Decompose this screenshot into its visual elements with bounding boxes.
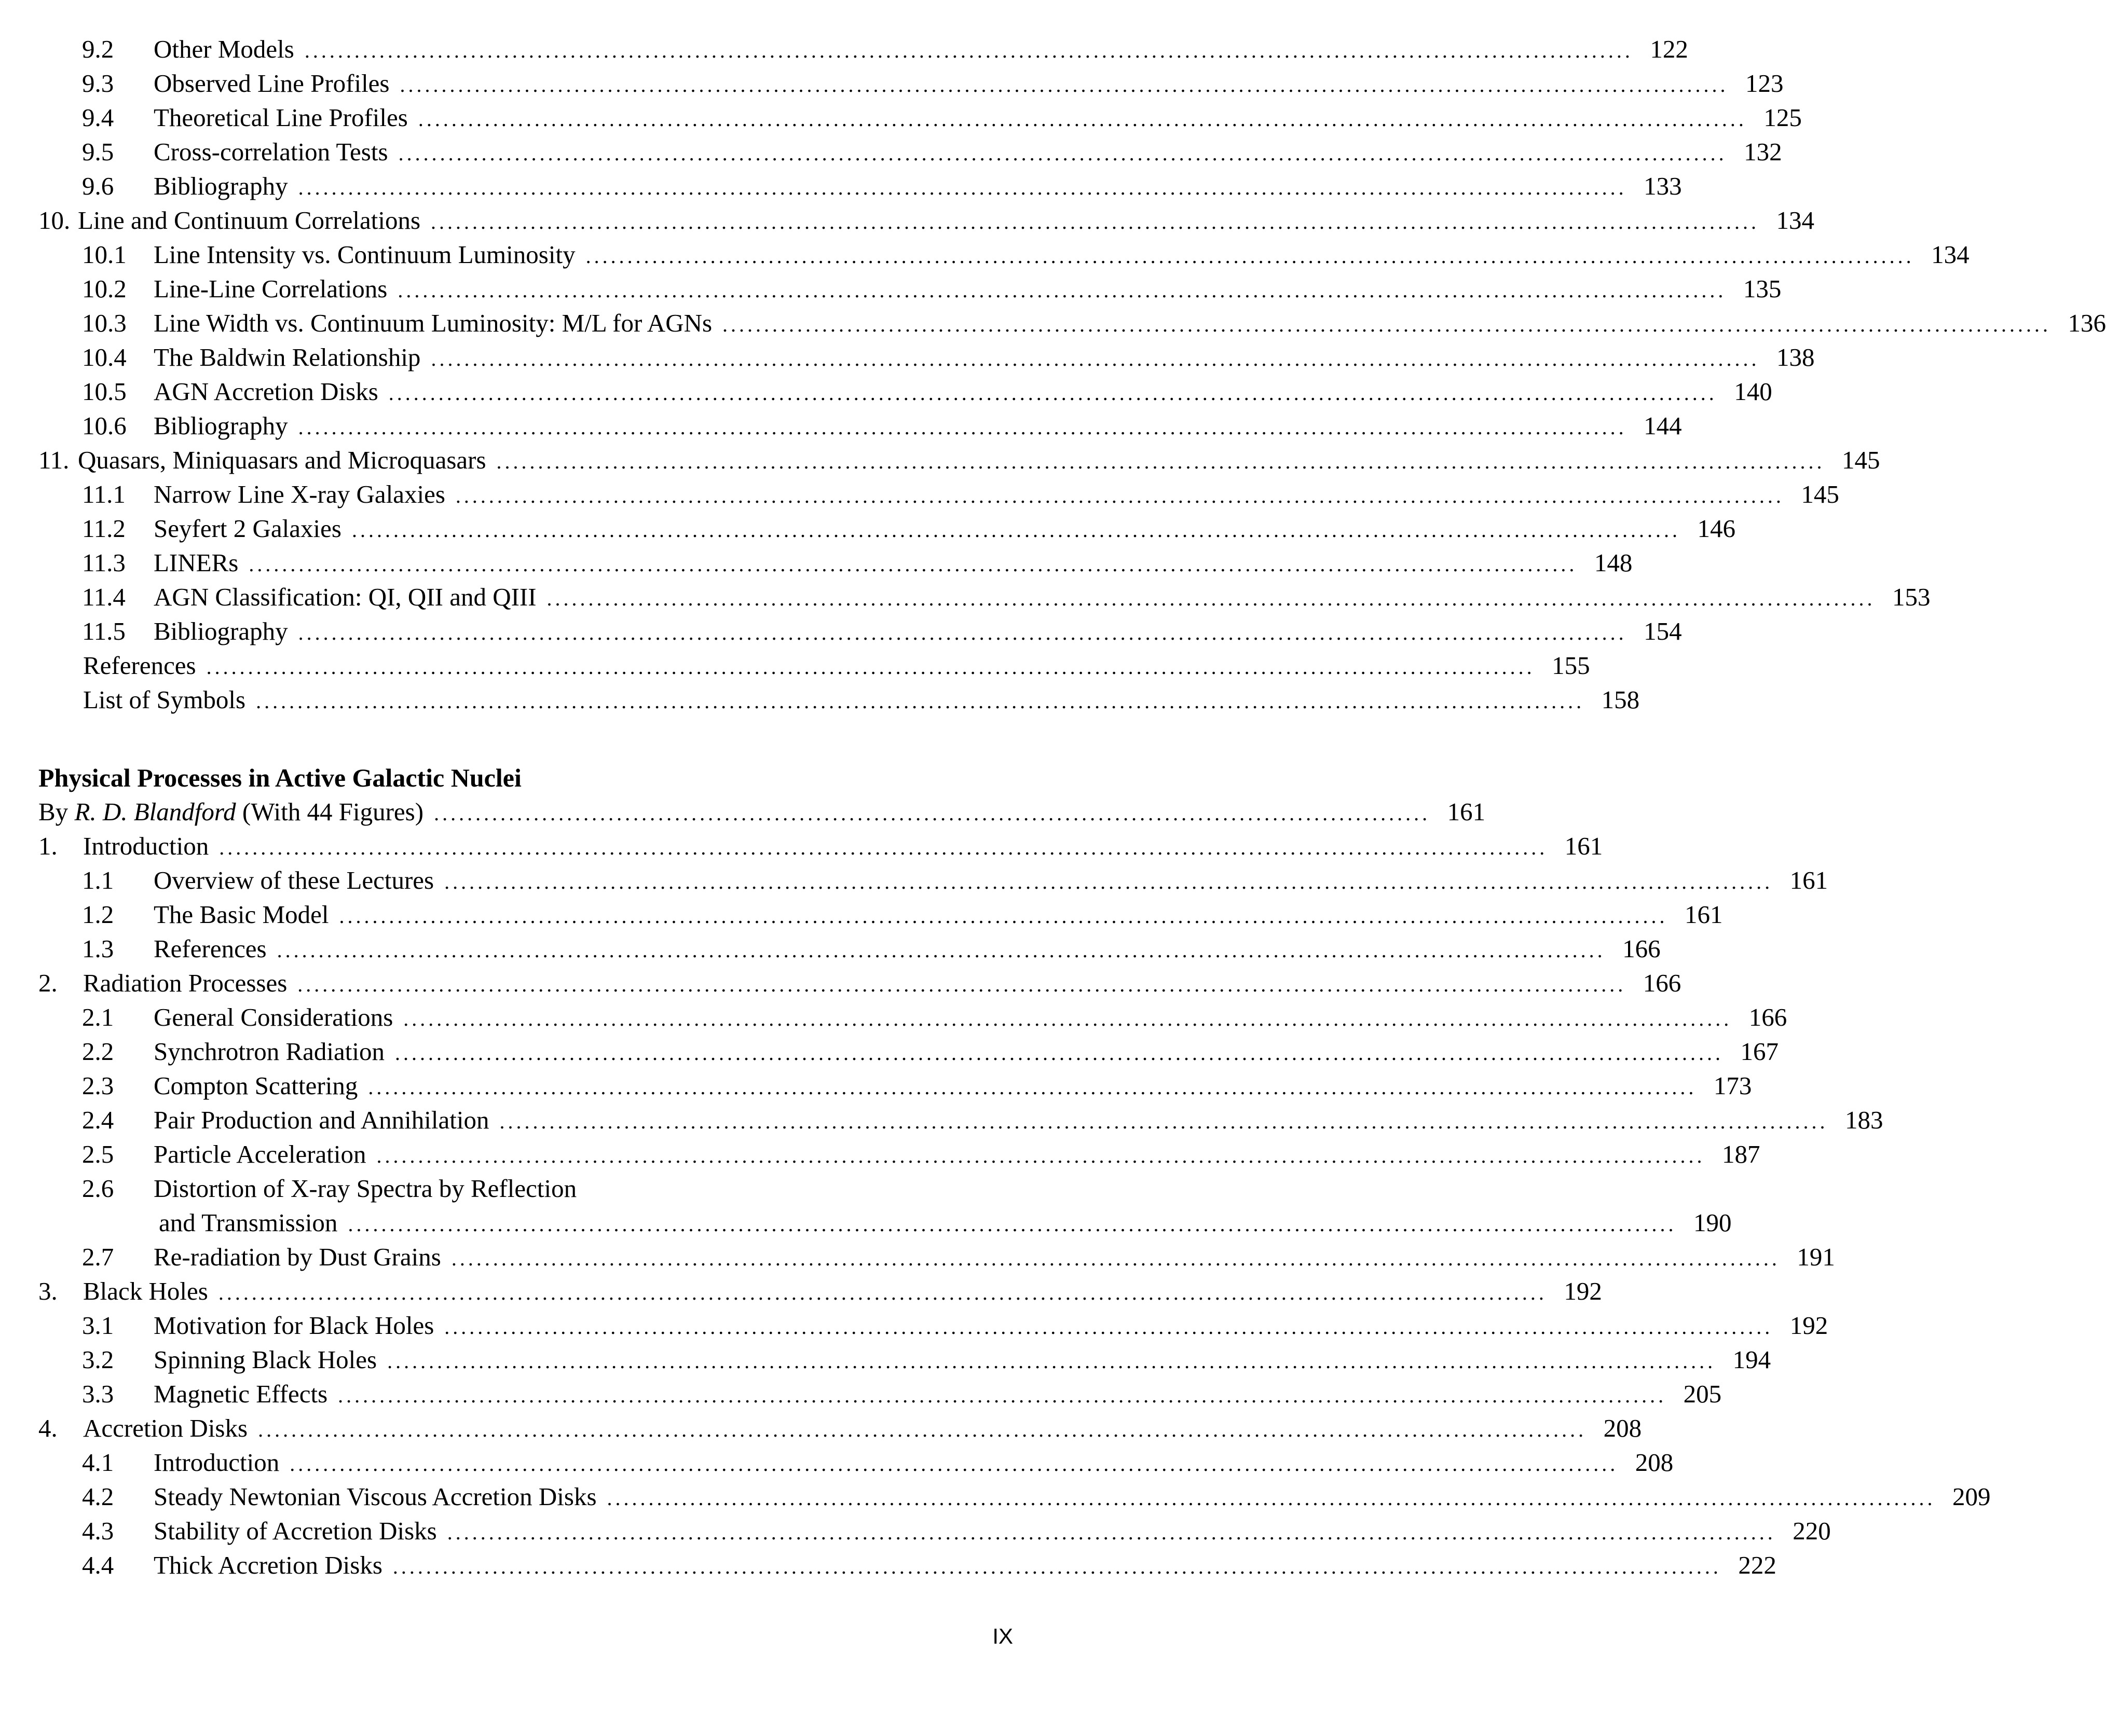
toc-entry (0, 66, 1784, 101)
toc-entry-number: 11.5 (82, 617, 126, 645)
toc-entry-title: Radiation Processes (83, 969, 288, 997)
toc-entry-number: 10.2 (82, 274, 127, 303)
article-title: Physical Processes in Active Galactic Nuclei (38, 763, 522, 792)
toc-entry-number: 9.4 (82, 103, 114, 132)
toc-entry-page: 194 (1732, 1345, 1771, 1374)
toc-entry-page: 173 (1713, 1071, 1752, 1100)
toc-entry (0, 1548, 1776, 1582)
toc-entry-title: Pair Production and Annihilation (154, 1106, 489, 1134)
toc-entry-title: Black Holes (83, 1277, 208, 1305)
toc-entry-page: 134 (1931, 240, 1970, 269)
article-byline (38, 795, 1486, 829)
toc-entry (0, 1137, 1760, 1172)
toc-entry-page: 192 (1564, 1277, 1602, 1305)
toc-entry (0, 1000, 1787, 1035)
dot-leader: ................................................................................................................................................................ (338, 1384, 1667, 1407)
toc-entry-number: 11.2 (82, 514, 126, 543)
dot-leader: ................................................................................................................................................................ (585, 244, 1914, 268)
toc-entry-page: 161 (1684, 900, 1723, 929)
toc-entry-number: 9.6 (82, 172, 114, 200)
toc-entry (0, 32, 1688, 66)
toc-entry (0, 477, 1839, 512)
toc-entry-number: 10.6 (82, 411, 127, 440)
dot-leader: ................................................................................................................................................................ (277, 939, 1606, 962)
toc-entry (0, 512, 1735, 546)
toc-entry-title: References (83, 651, 196, 680)
dot-leader: ................................................................................................................................................................ (444, 1315, 1773, 1339)
dot-leader: ................................................................................................................................................................ (298, 416, 1627, 439)
dot-leader: ................................................................................................................................................................ (431, 210, 1760, 233)
toc-entry (0, 829, 1603, 863)
toc-entry-page: 208 (1603, 1414, 1642, 1442)
toc-entry-title: The Basic Model (154, 900, 329, 929)
toc-entry-page: 222 (1738, 1551, 1776, 1579)
toc-entry-title: Seyfert 2 Galaxies (154, 514, 341, 543)
toc-entry-number: 2.6 (82, 1174, 114, 1203)
dot-leader: ................................................................................................................................................................ (546, 587, 1876, 610)
toc-entry-title: Narrow Line X-ray Galaxies (154, 480, 445, 508)
toc-entry (0, 1035, 1779, 1069)
toc-entry (0, 649, 1590, 683)
toc-entry-title: Line Width vs. Continuum Luminosity: M/L for AGNs (154, 309, 713, 337)
page-folio: IX (992, 1624, 1013, 1648)
toc-entry-title: Line-Line Correlations (154, 274, 388, 303)
toc-entry (0, 1377, 1722, 1411)
dot-leader: ................................................................................................................................................................ (298, 621, 1627, 644)
toc-entry-number: 4.4 (82, 1551, 114, 1579)
byline-text (38, 795, 423, 829)
toc-entry (0, 932, 1661, 966)
toc-entry (0, 340, 1815, 375)
toc-entry-title: Motivation for Black Holes (154, 1311, 434, 1340)
toc-entry (0, 614, 1682, 649)
toc-entry-number: 2.5 (82, 1140, 114, 1168)
toc-entry-page: 132 (1744, 137, 1782, 166)
toc-entry-title: Observed Line Profiles (154, 69, 390, 98)
toc-entry-number: 2.7 (82, 1243, 114, 1271)
toc-entry-title: Line Intensity vs. Continuum Luminosity (154, 240, 576, 269)
toc-entry-number: 10.1 (82, 240, 127, 269)
toc-entry-number: 11. (38, 446, 70, 474)
toc-entry-page: 192 (1789, 1311, 1828, 1340)
toc-entry-page: 134 (1776, 206, 1815, 235)
toc-entry-title: Introduction (154, 1448, 280, 1477)
toc-entry-page: 154 (1644, 617, 1682, 645)
toc-entry-number: 11.3 (82, 548, 126, 577)
toc-entry-page: 158 (1601, 685, 1640, 714)
dot-leader: ................................................................................................................................................................ (722, 313, 2052, 336)
toc-entry (0, 898, 1723, 932)
dot-leader: ................................................................................................................................................................ (418, 107, 1747, 131)
byline-suffix: (With 44 Figures) (242, 797, 424, 826)
toc-entry-number: 10.5 (82, 377, 127, 406)
toc-entry (0, 135, 1782, 169)
dot-leader: ................................................................................................................................................................ (387, 1349, 1716, 1373)
toc-entry-number: 4.3 (82, 1517, 114, 1545)
toc-entry-page: 191 (1797, 1243, 1835, 1271)
toc-entry (0, 1445, 1674, 1480)
toc-entry (0, 169, 1682, 203)
toc-entry-page: 187 (1722, 1140, 1760, 1168)
dot-leader: ................................................................................................................................................................ (304, 39, 1633, 62)
toc-entry-title: Other Models (154, 35, 294, 63)
toc-entry (0, 1206, 1732, 1240)
toc-entry (0, 863, 1828, 898)
toc-entry (0, 1480, 1991, 1514)
toc-entry (0, 101, 1802, 135)
dot-leader: ................................................................................................................................................................ (398, 279, 1727, 302)
toc-entry-page: 140 (1734, 377, 1772, 406)
toc-entry-number: 3.1 (82, 1311, 114, 1340)
dot-leader: ................................................................................................................................................................ (218, 1281, 1547, 1304)
toc-entry (0, 1103, 1883, 1137)
article-page-number: 161 (1447, 797, 1486, 826)
dot-leader: ........................................................................................................................ (434, 802, 1431, 825)
toc-entry (0, 1069, 1752, 1103)
toc-entry-number: 2.3 (82, 1071, 114, 1100)
dot-leader: ................................................................................................................................................................ (376, 1144, 1705, 1167)
toc-entry (0, 375, 1772, 409)
toc-entry-title: Overview of these Lectures (154, 866, 434, 894)
toc-entry-title: Thick Accretion Disks (154, 1551, 382, 1579)
dot-leader: ................................................................................................................................................................ (297, 973, 1626, 996)
toc-entry (0, 546, 1633, 580)
toc-entry-title: Compton Scattering (154, 1071, 358, 1100)
toc-entry-page: 155 (1552, 651, 1590, 680)
toc-entry-title: and Transmission (159, 1208, 338, 1237)
toc-entry-number: 9.3 (82, 69, 114, 98)
toc-entry-page: 205 (1683, 1380, 1722, 1408)
toc-entry-number: 1.1 (82, 866, 114, 894)
toc-entry-number: 10.3 (82, 309, 127, 337)
dot-leader: ................................................................................................................................................................ (348, 1213, 1677, 1236)
dot-leader: ................................................................................................................................................................ (249, 553, 1578, 576)
toc-entry-page: 145 (1842, 446, 1880, 474)
toc-entry-title: AGN Classification: QI, QII and QIII (154, 583, 537, 611)
toc-entry-number: 11.4 (82, 583, 126, 611)
dot-leader: ................................................................................................................................................................ (398, 142, 1727, 165)
toc-entry-page: 166 (1748, 1003, 1787, 1031)
toc-entry-title: Spinning Black Holes (154, 1345, 377, 1374)
toc-entry-title: Stability of Accretion Disks (154, 1517, 437, 1545)
toc-entry (0, 1343, 1771, 1377)
dot-leader: ................................................................................................................................................................ (403, 1007, 1732, 1030)
toc-entry-title: General Considerations (154, 1003, 393, 1031)
toc-entry-number: 10. (38, 206, 71, 235)
toc-entry-number: 4.1 (82, 1448, 114, 1477)
toc-entry (0, 1274, 1602, 1308)
toc-entry-page: 123 (1745, 69, 1784, 98)
toc-entry-number: 9.5 (82, 137, 114, 166)
dot-leader: ................................................................................................................................................................ (206, 655, 1535, 679)
toc-entry (0, 683, 1640, 717)
toc-entry-number: 2.1 (82, 1003, 114, 1031)
toc-entry-number: 4.2 (82, 1482, 114, 1511)
toc-entry-page: 148 (1594, 548, 1633, 577)
dot-leader: ................................................................................................................................................................ (447, 1521, 1776, 1544)
dot-leader: ................................................................................................................................................................ (400, 73, 1729, 97)
toc-entry (0, 580, 1931, 614)
toc-entry-number: 11.1 (82, 480, 126, 508)
toc-entry-title: Introduction (83, 832, 209, 860)
toc-entry (0, 1411, 1642, 1445)
dot-leader: ................................................................................................................................................................ (496, 450, 1825, 473)
toc-entry-page: 144 (1644, 411, 1682, 440)
toc-entry-title: Bibliography (154, 411, 288, 440)
toc-entry-title: Steady Newtonian Viscous Accretion Disks (154, 1482, 597, 1511)
dot-leader: ................................................................................................................................................................ (219, 836, 1548, 859)
toc-entry-page: 220 (1793, 1517, 1831, 1545)
toc-entry (0, 409, 1682, 443)
dot-leader: ................................................................................................................................................................ (258, 1418, 1587, 1441)
toc-entry-title: Bibliography (154, 617, 288, 645)
dot-leader: ................................................................................................................................................................ (290, 1452, 1619, 1476)
toc-entry-title: AGN Accretion Disks (154, 377, 378, 406)
toc-entry (0, 1240, 1835, 1274)
toc-entry-number: 1.2 (82, 900, 114, 929)
toc-entry-title: Quasars, Miniquasars and Microquasars (78, 446, 486, 474)
toc-entry-page: 135 (1743, 274, 1782, 303)
toc-entry-number: 9.2 (82, 35, 114, 63)
toc-entry-page: 209 (1952, 1482, 1991, 1511)
toc-entry-title: The Baldwin Relationship (154, 343, 421, 371)
dot-leader: ................................................................................................................................................................ (444, 870, 1773, 893)
dot-leader: ................................................................................................................................................................ (395, 1041, 1724, 1065)
toc-entry-page: 208 (1635, 1448, 1674, 1477)
toc-entry-number: 3. (38, 1277, 58, 1305)
dot-leader: ................................................................................................................................................................ (392, 1555, 1721, 1578)
toc-entry (0, 238, 1970, 272)
toc-entry-page: 161 (1564, 832, 1603, 860)
toc-entry-page: 136 (2068, 309, 2106, 337)
toc-entry-number: 2.4 (82, 1106, 114, 1134)
toc-entry (0, 443, 1880, 477)
toc-entry-title: Accretion Disks (83, 1414, 248, 1442)
toc-entry-title: Theoretical Line Profiles (154, 103, 408, 132)
toc-entry-page: 146 (1697, 514, 1735, 543)
toc-entry (0, 1172, 1014, 1206)
toc-entry (0, 203, 1815, 238)
toc-entry-page: 125 (1763, 103, 1802, 132)
toc-entry (0, 1514, 1831, 1548)
toc-entry-number: 1. (38, 832, 58, 860)
toc-entry-page: 122 (1650, 35, 1688, 63)
toc-entry-title: Bibliography (154, 172, 288, 200)
author-name: R. D. Blandford (74, 797, 236, 826)
dot-leader: ................................................................................................................................................................ (368, 1076, 1697, 1099)
toc-entry-page: 167 (1740, 1037, 1779, 1066)
toc-entry-page: 166 (1622, 934, 1661, 963)
toc-entry-page: 153 (1892, 583, 1931, 611)
toc-entry-title: References (154, 934, 267, 963)
toc-entry (0, 272, 1782, 306)
toc-entry-page: 138 (1776, 343, 1815, 371)
dot-leader: ................................................................................................................................................................ (351, 518, 1680, 542)
toc-entry-number: 2.2 (82, 1037, 114, 1066)
dot-leader: ................................................................................................................................................................ (431, 347, 1760, 370)
toc-entry-page: 183 (1844, 1106, 1883, 1134)
dot-leader: ................................................................................................................................................................ (499, 1110, 1828, 1133)
dot-leader: ................................................................................................................................................................ (607, 1486, 1936, 1510)
toc-entry-page: 161 (1789, 866, 1828, 894)
dot-leader: ................................................................................................................................................................ (455, 484, 1784, 507)
dot-leader: ................................................................................................................................................................ (298, 176, 1627, 199)
toc-entry-number: 10.4 (82, 343, 127, 371)
toc-entry (0, 1308, 1828, 1343)
toc-entry-title: Cross-correlation Tests (154, 137, 388, 166)
toc-entry-title: Line and Continuum Correlations (78, 206, 421, 235)
toc-entry-title: Particle Acceleration (154, 1140, 366, 1168)
toc-entry-number: 1.3 (82, 934, 114, 963)
toc-entry-number: 3.2 (82, 1345, 114, 1374)
toc-entry (0, 306, 2106, 340)
toc-entry-title: List of Symbols (83, 685, 246, 714)
dot-leader: ................................................................................................................................................................ (256, 690, 1585, 713)
toc-entry-title: Re-radiation by Dust Grains (154, 1243, 441, 1271)
toc-entry-page: 190 (1693, 1208, 1732, 1237)
toc-entry (0, 966, 1681, 1000)
dot-leader: ................................................................................................................................................................ (388, 381, 1717, 405)
toc-entry-page: 166 (1643, 969, 1681, 997)
toc-entry-title: Magnetic Effects (154, 1380, 328, 1408)
toc-entry-number: 3.3 (82, 1380, 114, 1408)
toc-entry-title: Synchrotron Radiation (154, 1037, 385, 1066)
byline-prefix: By (38, 797, 69, 826)
toc-entry-number: 4. (38, 1414, 58, 1442)
toc-entry-title: Distortion of X-ray Spectra by Reflection (154, 1174, 577, 1203)
dot-leader: ................................................................................................................................................................ (339, 904, 1668, 928)
dot-leader: ................................................................................................................................................................ (451, 1247, 1780, 1270)
toc-entry-title: LINERs (154, 548, 239, 577)
toc-entry-page: 145 (1801, 480, 1839, 508)
toc-entry-page: 133 (1644, 172, 1682, 200)
toc-entry-number: 2. (38, 969, 58, 997)
